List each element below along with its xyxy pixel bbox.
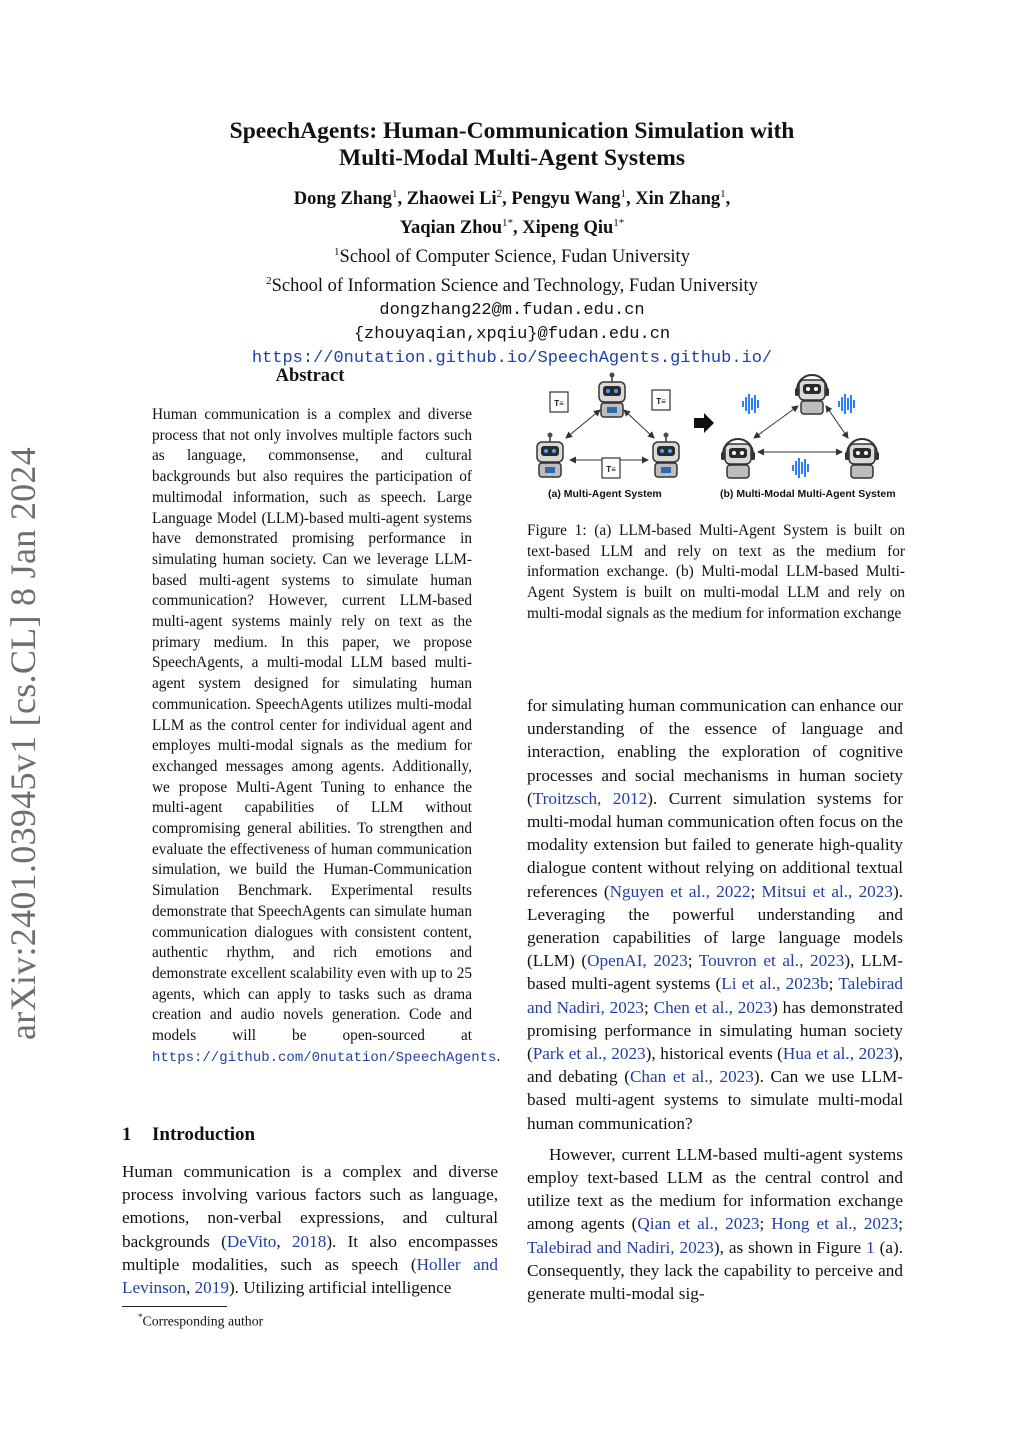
audio-waveform-icon [742, 394, 759, 414]
citation-link[interactable]: Park et al., 2023 [532, 1044, 646, 1064]
citation-link[interactable]: Talebirad and Nadiri, 2023 [527, 1237, 714, 1257]
citation-link[interactable]: Li et al., 2023b [721, 974, 829, 994]
citation-link[interactable]: 2019 [194, 1278, 229, 1298]
footnote: *Corresponding author [138, 1312, 264, 1329]
text-document-icon [602, 458, 620, 478]
figure-1-illustration [526, 368, 906, 508]
speaking-robot-icon [721, 439, 755, 478]
citation-link[interactable]: Mitsui et al., 2023 [761, 881, 893, 901]
code-url-link[interactable]: https://github.com/0nutation/SpeechAgents [152, 1049, 497, 1066]
footnote-divider [122, 1306, 227, 1307]
robot-icon [599, 373, 625, 418]
author: Yaqian Zhou$^{1*}$, [399, 217, 523, 239]
citation-link[interactable]: Holler and Levinson [122, 1254, 498, 1298]
abstract-text: Human communication is a complex and diverse process that not only involves multiple factors such as language, commonsense, and cultural backgrounds but also requires the participation of multimodal information, such as speech. Large Language Model (LLM)-based multi-agent systems have demonstrated promising performance in simulating human society. Can we leverage LLM-based multi-agent systems to simulate human communication? However, current LLM-based multi-agent systems mainly rely on text as the primary medium. In this paper, we propose SpeechAgents, a multi-modal LLM based multi-agent system designed for simulating human communication. SpeechAgents utilizes multi-modal LLM as the control center for individual agent and employes multi-modal signals as the medium for exchanged messages among agents. Additionally, we propose Multi-Agent Tuning to enhance the multi-agent capabilities of LLM without compromising general abilities. To strengthen and evaluate the effectiveness of human communication simulation, we build the Human-Communication Simulation Benchmark. Experimental results demonstrate that SpeechAgents can simulate human communication dialogues with consistent content, authentic rhythm, and rich emotions and demonstrate excellent scalability even with up to 25 agents, which can apply to tasks such as drama creation and audio novels generation. Code and models will be open-sourced at https://github.com/0nutation/SpeechAgents. [152, 406, 501, 1066]
section-heading-introduction: 1 Introduction [122, 1124, 256, 1145]
audio-waveform-icon [792, 458, 809, 478]
email-2: {zhouyaqian,xpqiu}@fudan.edu.cn [353, 324, 671, 344]
svg-text:T≡: T≡ [554, 399, 564, 408]
svg-text:T≡: T≡ [606, 465, 616, 474]
text-document-icon [550, 392, 568, 412]
author: Xipeng Qiu$^{1*}$ [522, 217, 625, 239]
robot-icon [537, 433, 563, 478]
citation-link[interactable]: DeVito [226, 1231, 277, 1251]
figure-1-caption: Figure 1: (a) LLM-based Multi-Agent System is built on text-based LLM and rely on text as the medium for information exchange. (b) Multi-modal LLM-based Multi-Agent System is built on multi-modal LLM and rely on multi-modal signals as the medium for information exchange [527, 522, 905, 622]
citation-link[interactable]: Chan et al., 2023 [629, 1067, 754, 1087]
author: Pengyu Wang$^1$, [511, 188, 636, 210]
author: Dong Zhang$^1$, [293, 188, 407, 210]
title-line-2: Multi-Modal Multi-Agent Systems [339, 145, 685, 171]
figure-label-b: (b) Multi-Modal Multi-Agent System [720, 488, 896, 500]
robot-icon [653, 433, 679, 478]
project-url-link[interactable]: https://0nutation.github.io/SpeechAgents.github.io/ [251, 348, 773, 368]
citation-link[interactable]: Talebirad and Nadiri, 2023 [527, 974, 903, 1017]
figure-reference-link[interactable]: 1 [866, 1237, 875, 1257]
citation-link[interactable]: Nguyen et al., 2022 [609, 881, 751, 901]
email-1: dongzhang22@m.fudan.edu.cn [379, 300, 645, 320]
citation-link[interactable]: Touvron et al., 2023 [698, 951, 845, 971]
paper-title [150, 118, 874, 172]
title-line-1: SpeechAgents: Human-Communication Simulation with [229, 118, 795, 144]
author: Zhaowei Li$^2$, [406, 188, 512, 210]
abstract-heading: Abstract [275, 366, 345, 386]
citation-link[interactable]: Hong et al., 2023 [771, 1214, 899, 1234]
citation-link[interactable]: Troitzsch, 2012 [532, 788, 648, 808]
transition-arrow-icon [694, 413, 714, 433]
author: Xin Zhang$^1$, [635, 188, 731, 210]
figure-label-a: (a) Multi-Agent System [548, 488, 662, 500]
text-document-icon [652, 390, 670, 410]
svg-text:T≡: T≡ [656, 397, 666, 406]
paragraph: for simulating human communication can enhance our understanding of the essence of language and interaction, enabling the exploration of cognitive processes and social mechanisms in human society (Troitzsch, 2012). Current simulation systems for multi-modal human communication often focus on the modality extension but failed to generate high-quality dialogue content without relying on additional textual references (Nguyen et al., 2022; Mitsui et al., 2023). Leveraging the powerful understanding and generation capabilities of large language models (LLM) (OpenAI, 2023; Touvron et al., 2023), LLM-based multi-agent systems (Li et al., 2023b; Talebirad and Nadiri, 2023; Chen et al., 2023) has demonstrated promising performance in simulating human society (Park et al., 2023), historical events (Hua et al., 2023), and debating (Chan et al., 2023). Can we use LLM-based multi-agent systems to simulate multi-modal human communication? [527, 696, 903, 1133]
audio-waveform-icon [838, 394, 855, 414]
paragraph: However, current LLM-based multi-agent systems employ text-based LLM as the central control and utilize text as the medium for information exchange among agents (Qian et al., 2023; Hong et al., 2023; Talebirad and Nadiri, 2023), as shown in Figure 1 (a). Consequently, they lack the capability to perceive and generate multi-modal sig- [527, 1144, 904, 1304]
title-block [150, 118, 874, 371]
affiliation-1: $^1$School of Computer Science, Fudan University [334, 246, 690, 268]
citation-link[interactable]: 2018 [291, 1231, 327, 1251]
author-list [150, 182, 874, 240]
figure-1 [526, 368, 906, 508]
speaking-robot-icon [795, 375, 829, 414]
citation-link[interactable]: Qian et al., 2023 [637, 1214, 760, 1234]
citation-link[interactable]: Chen et al., 2023 [653, 997, 773, 1017]
affiliation-2: $^2$School of Information Science and Technology, Fudan University [266, 275, 758, 297]
right-column-text [527, 694, 903, 1305]
citation-link[interactable]: OpenAI, 2023 [587, 951, 688, 971]
arxiv-identifier-stamp: arXiv:2401.03945v1 [cs.CL] 8 Jan 2024 [3, 446, 43, 1040]
speaking-robot-icon [845, 439, 879, 478]
citation-link[interactable]: Hua et al., 2023 [782, 1044, 893, 1064]
intro-paragraph: Human communication is a complex and diverse process involving various factors such as language, emotions, non-verbal expressions, and cultural backgrounds (DeVito, 2018). It also encompasses multiple modalities, such as speech (Holler and Levinson, 2019). Utilizing artificial intelligence [122, 1162, 498, 1298]
